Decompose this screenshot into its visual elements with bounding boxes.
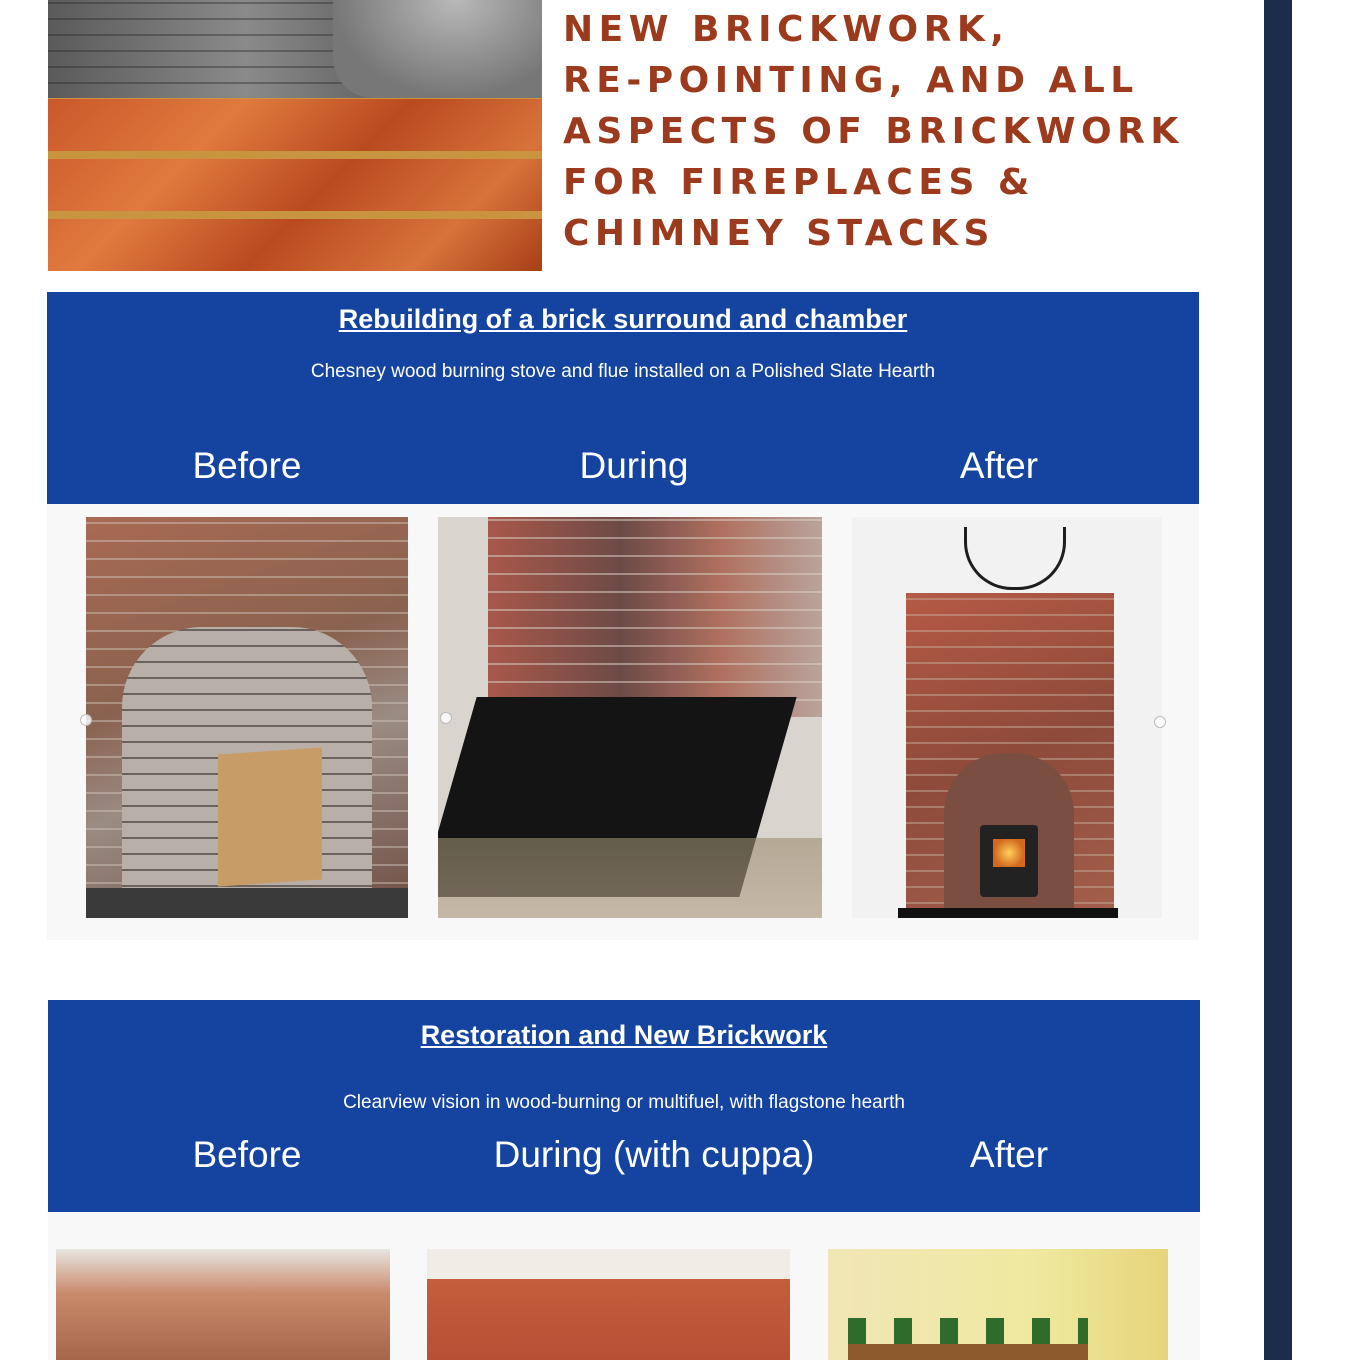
stage-label-during: During (with cuppa) <box>493 1134 815 1175</box>
during-photo[interactable] <box>438 517 822 918</box>
project-subtitle: Chesney wood burning stove and flue installed on a Polished Slate Hearth <box>310 361 936 382</box>
project-title: Restoration and New Brickwork <box>420 1020 828 1050</box>
headline-line: NEW BRICKWORK, <box>563 9 1010 50</box>
stage-label-after: After <box>959 445 1039 486</box>
headline-line: FOR FIREPLACES & <box>563 162 1035 203</box>
project-header-panel <box>48 1000 1200 1212</box>
hero-photo-bw-section <box>48 0 542 98</box>
carousel-dot[interactable] <box>440 712 452 724</box>
stage-label-before: Before <box>192 1134 302 1175</box>
before-photo[interactable] <box>56 1249 390 1360</box>
hero-person <box>333 0 542 98</box>
headline-line: CHIMNEY STACKS <box>563 213 995 254</box>
hero-bricklayer-photo <box>48 0 542 271</box>
stage-label-after: After <box>969 1134 1049 1175</box>
carousel-prev-dot[interactable] <box>80 714 92 726</box>
before-photo[interactable] <box>86 517 408 918</box>
headline-line: ASPECTS OF BRICKWORK <box>563 111 1184 152</box>
headline-line: RE-POINTING, AND ALL <box>563 60 1139 101</box>
stage-label-during: During <box>579 445 689 486</box>
project-header-panel <box>47 292 1199 504</box>
stage-label-before: Before <box>192 445 302 486</box>
carousel-next-dot[interactable] <box>1154 716 1166 728</box>
during-photo[interactable] <box>427 1249 790 1360</box>
project-subtitle: Clearview vision in wood-burning or multifuel, with flagstone hearth <box>343 1092 905 1113</box>
after-photo[interactable] <box>828 1249 1168 1360</box>
hero-headline <box>563 4 1253 259</box>
right-border-bar <box>1264 0 1292 1360</box>
hero-brick-wall <box>48 98 542 271</box>
project-title: Rebuilding of a brick surround and chamber <box>338 304 908 334</box>
after-photo[interactable] <box>852 517 1162 918</box>
